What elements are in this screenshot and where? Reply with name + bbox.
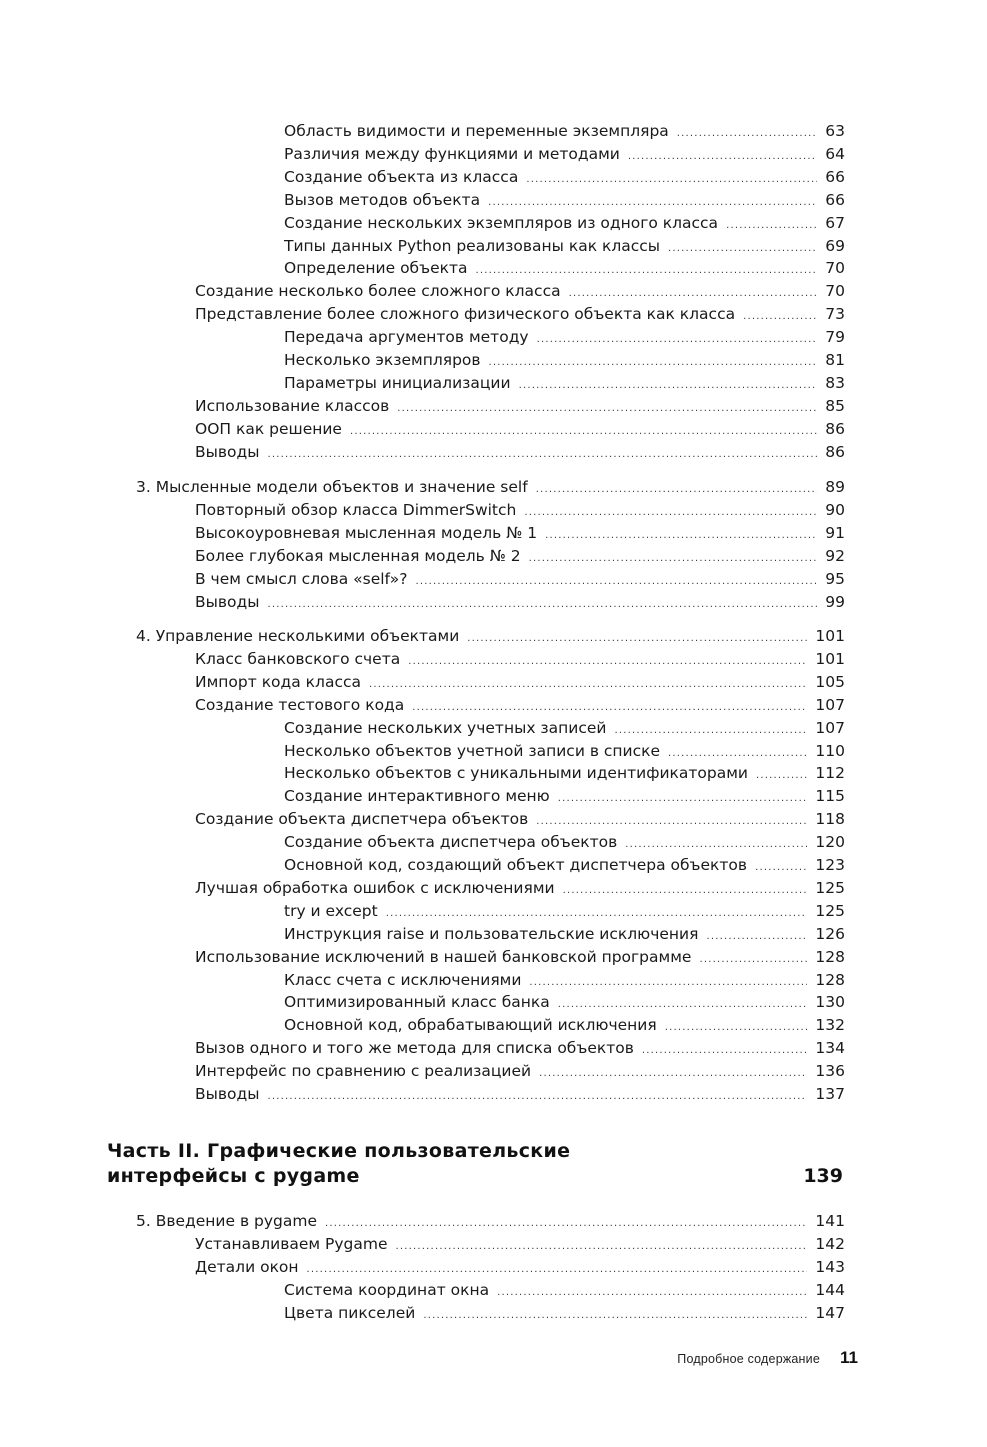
toc-entry-page: 69: [825, 236, 845, 255]
toc-entry-title: Детали окон: [195, 1257, 299, 1276]
toc-entry: [195, 545, 845, 568]
toc-entry: [195, 694, 845, 717]
toc-entry: [284, 120, 845, 143]
toc-entry-page: 99: [825, 592, 845, 611]
dot-leader: [423, 1307, 807, 1325]
dot-leader: [325, 1215, 807, 1233]
toc-entry-page: 134: [815, 1039, 845, 1058]
toc-entry-page: 137: [815, 1085, 845, 1103]
dot-leader: [307, 1261, 808, 1279]
dot-leader: [519, 377, 818, 395]
dot-leader: [558, 996, 808, 1014]
toc-entry: [195, 808, 845, 831]
toc-entry-title: Создание объекта диспетчера объектов: [284, 833, 618, 852]
toc-entry-title: Создание объекта диспетчера объектов: [195, 810, 529, 829]
page-number: 11: [840, 1348, 858, 1367]
toc-entry-page: 125: [815, 901, 845, 920]
toc-entry-page: 70: [825, 259, 845, 278]
toc-entry-page: 107: [815, 695, 845, 714]
dot-leader: [408, 653, 807, 671]
toc-entry-page: 132: [815, 1016, 845, 1035]
dot-leader: [476, 262, 818, 280]
toc-entry: [195, 1233, 845, 1256]
toc-entry: [195, 946, 845, 969]
dot-leader: [539, 1065, 807, 1083]
toc-entry-title: В чем смысл слова «self»?: [195, 569, 408, 588]
toc-entry-page: 125: [815, 878, 845, 897]
dot-leader: [524, 504, 817, 522]
toc-entry-page: 66: [825, 190, 845, 209]
toc-entry-page: 70: [825, 282, 845, 301]
dot-leader: [526, 171, 817, 189]
toc-entry-page: 118: [815, 810, 845, 829]
toc-entry-page: 147: [815, 1303, 845, 1322]
toc-entry-page: 81: [825, 351, 845, 369]
toc-entry: [195, 648, 845, 671]
toc-entry-title: Устанавливаем Pygame: [195, 1234, 388, 1253]
toc-entry-page: 91: [825, 523, 845, 542]
toc-entry: [284, 991, 845, 1014]
toc-entry: [284, 831, 845, 854]
toc-entry-page: 112: [815, 764, 845, 783]
toc-entry-title: Интерфейс по сравнению с реализацией: [195, 1062, 532, 1081]
dot-leader: [489, 354, 818, 372]
dot-leader: [563, 882, 808, 900]
toc-entry: [195, 418, 845, 441]
toc-entry-page: 120: [815, 833, 845, 852]
toc-entry: [284, 1014, 845, 1037]
toc-entry-title: 5. Введение в pygame: [136, 1212, 317, 1230]
dot-leader: [536, 813, 807, 831]
toc-entry-title: Основной код, обрабатывающий исключения: [284, 1016, 657, 1035]
toc-entry: [136, 476, 845, 499]
dot-leader: [396, 1238, 808, 1256]
dot-leader: [642, 1042, 808, 1060]
toc-entry: [195, 303, 845, 326]
toc-entry-title: Передача аргументов методу: [284, 328, 529, 347]
dot-leader: [267, 1088, 807, 1106]
toc-entry: [284, 969, 845, 992]
toc-entry: [195, 1037, 845, 1060]
dot-leader: [412, 699, 807, 717]
toc-entry-title: Лучшая обработка ошибок с исключениями: [195, 878, 555, 897]
toc-entry-title: Создание нескольких учетных записей: [284, 718, 607, 737]
toc-entry-title: Создание нескольких экземпляров из одного класса: [284, 213, 719, 232]
running-footer-label: Подробное содержание: [677, 1352, 820, 1366]
toc-entry: [284, 326, 845, 349]
toc-entry-page: 90: [825, 500, 845, 519]
dot-leader: [350, 423, 817, 441]
toc-entry: [284, 785, 845, 808]
toc-entry: [136, 625, 845, 648]
part-page-number: 139: [803, 1165, 843, 1187]
part-title-line2: интерфейсы с pygame: [107, 1165, 360, 1187]
dot-leader: [755, 859, 807, 877]
toc-entry-title: Выводы: [195, 442, 260, 461]
toc-entry-page: 105: [815, 672, 845, 691]
toc-entry-page: 144: [815, 1280, 845, 1299]
dot-leader: [488, 194, 817, 212]
toc-entry: [195, 591, 845, 614]
dot-leader: [625, 836, 807, 854]
dot-leader: [529, 550, 818, 568]
dot-leader: [497, 1284, 807, 1302]
toc-entry-page: 85: [825, 396, 845, 415]
toc-entry: [195, 1256, 845, 1279]
toc-entry: [284, 257, 845, 280]
dot-leader: [615, 722, 808, 740]
dot-leader: [628, 148, 817, 166]
toc-entry: [284, 1279, 845, 1302]
toc-entry-page: 64: [825, 144, 845, 163]
dot-leader: [558, 790, 808, 808]
toc-entry-title: Создание несколько более сложного класса: [195, 282, 561, 301]
toc-entry-title: Параметры инициализации: [284, 373, 511, 392]
dot-leader: [699, 951, 807, 969]
toc-entry: [284, 235, 845, 258]
toc-entry-title: Основной код, создающий объект диспетчера объектов: [284, 856, 748, 874]
toc-entry: [284, 349, 845, 372]
toc-entry: [284, 717, 845, 740]
toc-entry-page: 136: [815, 1062, 845, 1081]
toc-entry-title: Более глубокая мысленная модель № 2: [195, 546, 521, 565]
toc-entry: [284, 189, 845, 212]
toc-entry-page: 101: [815, 649, 845, 668]
toc-entry: [284, 854, 845, 877]
toc-entry-title: Создание тестового кода: [195, 695, 405, 714]
toc-entry-page: 142: [815, 1234, 845, 1253]
toc-entry: [195, 671, 845, 694]
part-title-line1: Часть II. Графические пользовательские: [107, 1140, 571, 1162]
toc-entry-page: 143: [815, 1257, 845, 1276]
toc-entry: [195, 499, 845, 522]
toc-entry: [136, 1210, 845, 1233]
dot-leader: [267, 446, 817, 464]
toc-entry: [195, 522, 845, 545]
toc-entry-page: 123: [815, 856, 845, 874]
toc-entry-title: Класс банковского счета: [195, 649, 401, 668]
dot-leader: [743, 308, 817, 326]
toc-entry-title: Повторный обзор класса DimmerSwitch: [195, 500, 517, 519]
toc-entry: [195, 280, 845, 303]
toc-entry: [195, 441, 845, 464]
toc-entry-page: 73: [825, 305, 845, 324]
toc-entry-title: Создание объекта из класса: [284, 167, 519, 186]
toc-entry-title: Выводы: [195, 1085, 260, 1103]
dot-leader: [529, 974, 807, 992]
dot-leader: [756, 767, 807, 785]
toc-entry-title: Несколько объектов с уникальными идентификаторами: [284, 764, 749, 783]
toc-entry-page: 128: [815, 970, 845, 989]
toc-entry-title: Оптимизированный класс банка: [284, 993, 550, 1012]
toc-entry: [195, 877, 845, 900]
toc-entry-page: 101: [815, 627, 845, 645]
toc-entry-page: 66: [825, 167, 845, 186]
toc-entry-title: Типы данных Python реализованы как классы: [284, 236, 661, 255]
toc-entry-page: 130: [815, 993, 845, 1012]
dot-leader: [665, 1019, 808, 1037]
toc-entry: [284, 740, 845, 763]
dot-leader: [668, 745, 807, 763]
toc-entry: [284, 762, 845, 785]
toc-entry-title: Область видимости и переменные экземпляра: [284, 122, 669, 140]
toc-entry-title: Класс счета с исключениями: [284, 970, 522, 989]
toc-entry: [195, 1060, 845, 1083]
toc-entry-title: 3. Мысленные модели объектов и значение self: [136, 478, 528, 496]
dot-leader: [386, 905, 808, 923]
toc-entry-page: 95: [825, 569, 845, 588]
toc-entry: [284, 1302, 845, 1325]
dot-leader: [726, 217, 817, 235]
toc-entry-page: 89: [825, 478, 845, 496]
toc-entry-page: 107: [815, 718, 845, 737]
toc-entry: [284, 372, 845, 395]
toc-entry-title: Инструкция raise и пользовательские исключения: [284, 924, 699, 943]
toc-entry-title: Представление более сложного физического объекта как класса: [195, 305, 736, 324]
toc-entry-page: 92: [825, 546, 845, 565]
toc-entry-page: 79: [825, 328, 845, 347]
dot-leader: [467, 630, 807, 648]
toc-entry: [284, 166, 845, 189]
dot-leader: [537, 331, 818, 349]
toc-entry-title: 4. Управление несколькими объектами: [136, 627, 460, 645]
dot-leader: [545, 527, 817, 545]
toc-entry-title: Цвета пикселей: [284, 1303, 416, 1322]
toc-entry-title: try и except: [284, 901, 378, 920]
toc-entry-page: 126: [815, 924, 845, 943]
dot-leader: [668, 240, 817, 258]
toc-entry: [284, 900, 845, 923]
dot-leader: [569, 285, 818, 303]
toc-entry: [284, 923, 845, 946]
toc-entry-title: Несколько экземпляров: [284, 351, 481, 369]
dot-leader: [677, 125, 817, 143]
toc-entry: [195, 395, 845, 418]
toc-entry-title: Вызов методов объекта: [284, 190, 481, 209]
toc-entry-title: Вызов одного и того же метода для списка объектов: [195, 1039, 634, 1058]
toc-entry-page: 83: [825, 373, 845, 392]
toc-entry-title: Использование классов: [195, 396, 390, 415]
toc-entry-title: ООП как решение: [195, 419, 342, 438]
toc-entry-page: 128: [815, 947, 845, 966]
dot-leader: [267, 596, 817, 614]
toc-entry-page: 110: [815, 741, 845, 760]
toc-entry-page: 141: [815, 1212, 845, 1230]
toc-entry-title: Система координат окна: [284, 1280, 490, 1299]
toc-entry-title: Создание интерактивного меню: [284, 787, 550, 806]
toc-entry-title: Несколько объектов учетной записи в списке: [284, 741, 661, 760]
toc-entry-title: Различия между функциями и методами: [284, 144, 620, 163]
toc-entry-page: 63: [825, 122, 845, 140]
toc-entry: [284, 212, 845, 235]
toc-entry: [284, 143, 845, 166]
dot-leader: [415, 573, 817, 591]
toc-entry-page: 115: [815, 787, 845, 806]
toc-entry: [195, 1083, 845, 1106]
dot-leader: [397, 400, 817, 418]
toc-entry-page: 86: [825, 442, 845, 461]
toc-entry-title: Использование исключений в нашей банковской программе: [195, 947, 692, 966]
toc-entry-title: Импорт кода класса: [195, 672, 361, 691]
toc-entry-title: Высокоуровневая мысленная модель № 1: [195, 523, 538, 542]
toc-entry-page: 67: [825, 213, 845, 232]
dot-leader: [536, 481, 818, 499]
toc-entry-page: 86: [825, 419, 845, 438]
toc-entry-title: Выводы: [195, 592, 260, 611]
toc-entry-title: Определение объекта: [284, 259, 468, 278]
toc-entry: [195, 568, 845, 591]
dot-leader: [706, 928, 807, 946]
dot-leader: [369, 676, 807, 694]
